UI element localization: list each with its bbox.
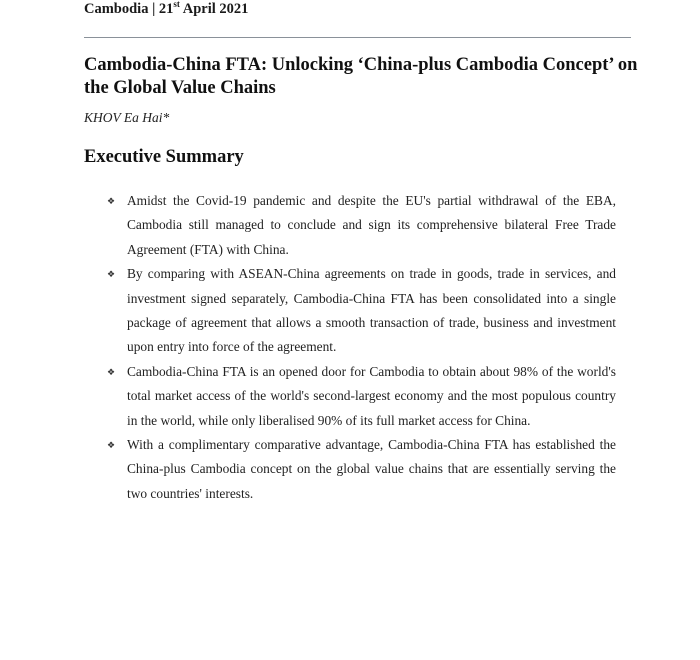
summary-bullet [108,360,616,433]
header-date-suffix: st [173,0,180,10]
summary-bullet [108,433,616,506]
bullet-text: With a complimentary comparative advantage, Cambodia-China FTA has established the China-plus Cambodia concept on the global value chains that are essentially serving the two countries' interests. [127,437,616,501]
diamond-bullet-icon: ❖ [107,196,116,206]
bullet-text: Amidst the Covid-19 pandemic and despite the EU's partial withdrawal of the EBA, Cambodia still managed to conclude and sign its comprehensive bilateral Free Trade Agreement (FTA) with China. [127,193,616,257]
diamond-bullet-icon: ❖ [107,269,116,280]
author-name: KHOV Ea Hai* [84,110,170,125]
diamond-bullet-icon: ❖ [107,440,116,451]
header-separator: | [152,1,156,17]
summary-bullet [108,262,616,360]
header-country: Cambodia [84,1,149,17]
header-date-rest: April 2021 [182,1,249,17]
header-divider [84,37,631,38]
header-date-day: 21 [158,1,174,17]
bullet-text: By comparing with ASEAN-China agreements on trade in goods, trade in services, and investment signed separately, Cambodia-China FTA has been consolidated into a single package of agreement that allows a smooth transaction of trade, business and investment upon entry into force of the agreement. [127,266,616,355]
document-title: Cambodia-China FTA: Unlocking ‘China-plus Cambodia Concept’ on the Global Value Chains [84,55,638,98]
summary-bullet-list [108,189,616,506]
executive-summary-heading: Executive Summary [84,147,244,167]
diamond-bullet-icon: ❖ [107,366,116,377]
page-header [84,1,248,18]
bullet-text: Cambodia-China FTA is an opened door for Cambodia to obtain about 98% of the world's total market access of the world's second-largest economy and the most populous country in the world, while only liberalised 90% of its full market access for China. [127,363,616,428]
header-date [159,1,248,17]
summary-bullet [108,189,616,262]
